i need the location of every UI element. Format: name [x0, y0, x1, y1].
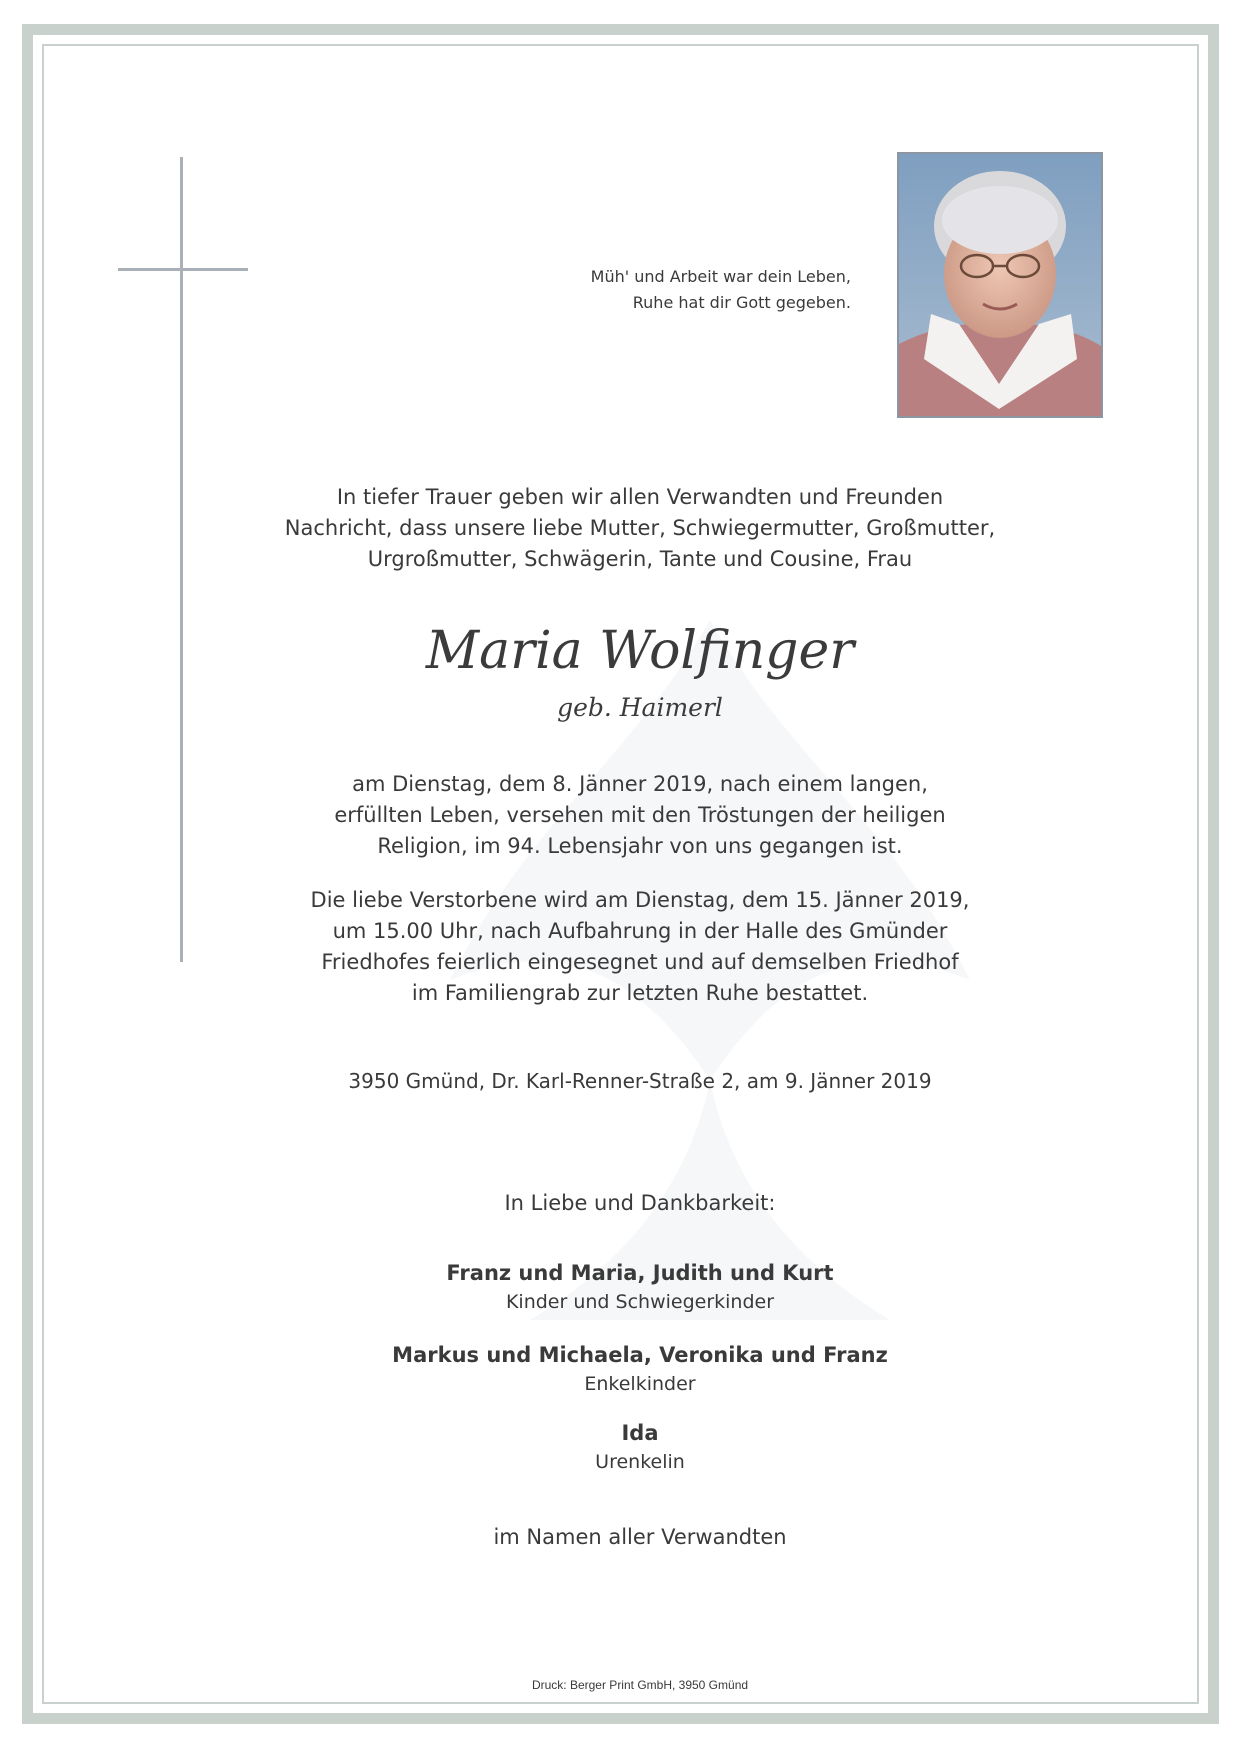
mourner-relation: Kinder und Schwiegerkinder: [505, 1291, 775, 1313]
maiden-name: geb. Haimerl: [557, 693, 723, 722]
portrait-photo-icon: [899, 154, 1101, 416]
mourner-names: Ida: [621, 1421, 659, 1445]
mourner-group: [240, 1258, 1040, 1316]
cross-vertical-beam: [180, 157, 183, 962]
motto-line-2: Ruhe hat dir Gott gegeben.: [632, 293, 851, 312]
intro-line-1: In tiefer Trauer geben wir allen Verwandten und Freunden: [336, 485, 944, 509]
mourner-names: Markus und Michaela, Veronika und Franz: [392, 1343, 888, 1367]
funeral-line-2: um 15.00 Uhr, nach Aufbahrung in der Halle des Gmünder: [332, 919, 948, 943]
deceased-name: Maria Wolfinger: [425, 621, 855, 681]
printer-imprint: Druck: Berger Print GmbH, 3950 Gmünd: [531, 1678, 749, 1692]
motto-line-1: Müh' und Arbeit war dein Leben,: [590, 267, 851, 286]
mourner-group: [240, 1418, 1040, 1476]
funeral-line-4: im Familiengrab zur letzten Ruhe bestattet.: [411, 981, 869, 1005]
motto-verse: [431, 264, 851, 316]
death-line-3: Religion, im 94. Lebensjahr von uns gegangen ist.: [377, 834, 903, 858]
funeral-paragraph: [240, 885, 1040, 1009]
funeral-line-3: Friedhofes feierlich eingesegnet und auf demselben Friedhof: [321, 950, 959, 974]
closing-line: im Namen aller Verwandten: [493, 1525, 787, 1549]
cross-horizontal-beam: [118, 268, 248, 271]
portrait-photo: [897, 152, 1103, 418]
mourner-relation: Urenkelin: [595, 1451, 685, 1473]
mourner-relation: Enkelkinder: [584, 1373, 696, 1395]
thanks-heading: In Liebe und Dankbarkeit:: [504, 1191, 776, 1215]
intro-line-2: Nachricht, dass unsere liebe Mutter, Schwiegermutter, Großmutter,: [284, 516, 996, 540]
death-line-2: erfüllten Leben, versehen mit den Tröstungen der heiligen: [334, 803, 946, 827]
place-and-date: 3950 Gmünd, Dr. Karl-Renner-Straße 2, am 9. Jänner 2019: [348, 1069, 932, 1093]
mourner-group: [240, 1340, 1040, 1398]
death-line-1: am Dienstag, dem 8. Jänner 2019, nach einem langen,: [352, 772, 928, 796]
mourner-names: Franz und Maria, Judith und Kurt: [446, 1261, 834, 1285]
funeral-line-1: Die liebe Verstorbene wird am Dienstag, dem 15. Jänner 2019,: [310, 888, 970, 912]
intro-paragraph: [240, 482, 1040, 575]
death-notice-paragraph: [240, 769, 1040, 862]
intro-line-3: Urgroßmutter, Schwägerin, Tante und Cousine, Frau: [367, 547, 913, 571]
